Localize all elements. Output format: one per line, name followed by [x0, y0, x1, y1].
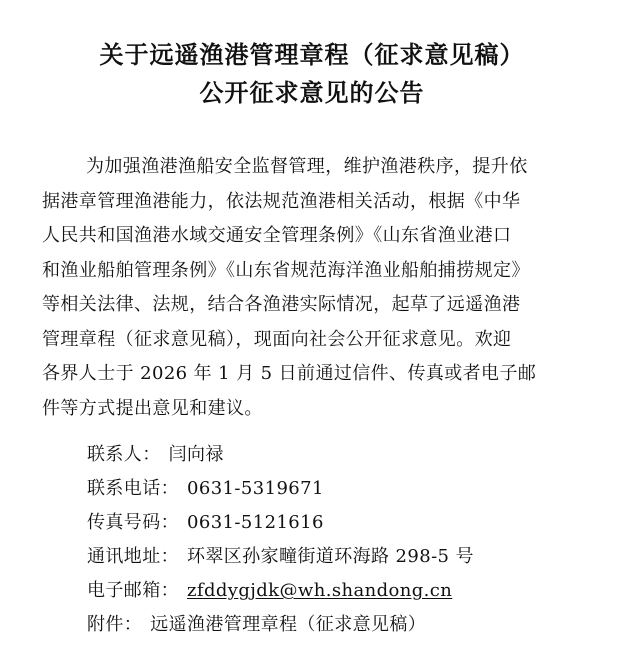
- fax-label: 传真号码：: [87, 512, 179, 533]
- body-line: 各界人士于 2026 年 1 月 5 日前通过信件、传真或者电子邮: [42, 363, 537, 384]
- body-line: 和渔业船舶管理条例》《山东省规范海洋渔业船舶捕捞规定》: [42, 259, 530, 281]
- address-label: 通讯地址：: [87, 546, 179, 567]
- body-line: 等相关法律、法规，结合各渔港实际情况，起草了远遥渔港: [42, 294, 521, 315]
- contact-info-list: [87, 444, 474, 648]
- fax-row: [87, 512, 474, 546]
- address-value: 环翠区孙家疃街道环海路 298-5 号: [187, 546, 474, 567]
- body-line: 管理章程（征求意见稿），现面向社会公开征求意见。欢迎: [42, 328, 512, 350]
- contact-phone-value: 0631-5319671: [187, 478, 324, 499]
- email-label: 电子邮箱：: [87, 580, 179, 601]
- contact-phone-row: [87, 478, 474, 512]
- body-line: 人民共和国渔港水域交通安全管理条例》《山东省渔业港口: [42, 225, 512, 246]
- notice-title-line-2: 公开征求意见的公告: [199, 79, 425, 107]
- notice-body: [42, 150, 590, 426]
- body-line: 件等方式提出意见和建议。: [42, 397, 263, 419]
- email-link[interactable]: zfddygjdk@wh.shandong.cn: [187, 580, 453, 601]
- body-line: 据港章管理渔港能力，依法规范渔港相关活动，根据《中华: [42, 190, 521, 212]
- fax-value: 0631-5121616: [187, 512, 324, 533]
- contact-person-value: 闫向禄: [168, 444, 224, 465]
- contact-person-label: 联系人：: [87, 444, 161, 465]
- contact-person-row: [87, 444, 474, 478]
- attachment-value: 远遥渔港管理章程（征求意见稿）: [150, 614, 427, 635]
- address-row: [87, 546, 474, 580]
- email-row: [87, 580, 474, 614]
- contact-phone-label: 联系电话：: [87, 478, 179, 499]
- attachment-row: [87, 614, 474, 648]
- attachment-label: 附件：: [87, 614, 143, 635]
- notice-title-line-1: 关于远遥渔港管理章程（征求意见稿）: [99, 41, 525, 69]
- body-line: 为加强渔港渔船安全监督管理，维护渔港秩序，提升依: [86, 156, 528, 177]
